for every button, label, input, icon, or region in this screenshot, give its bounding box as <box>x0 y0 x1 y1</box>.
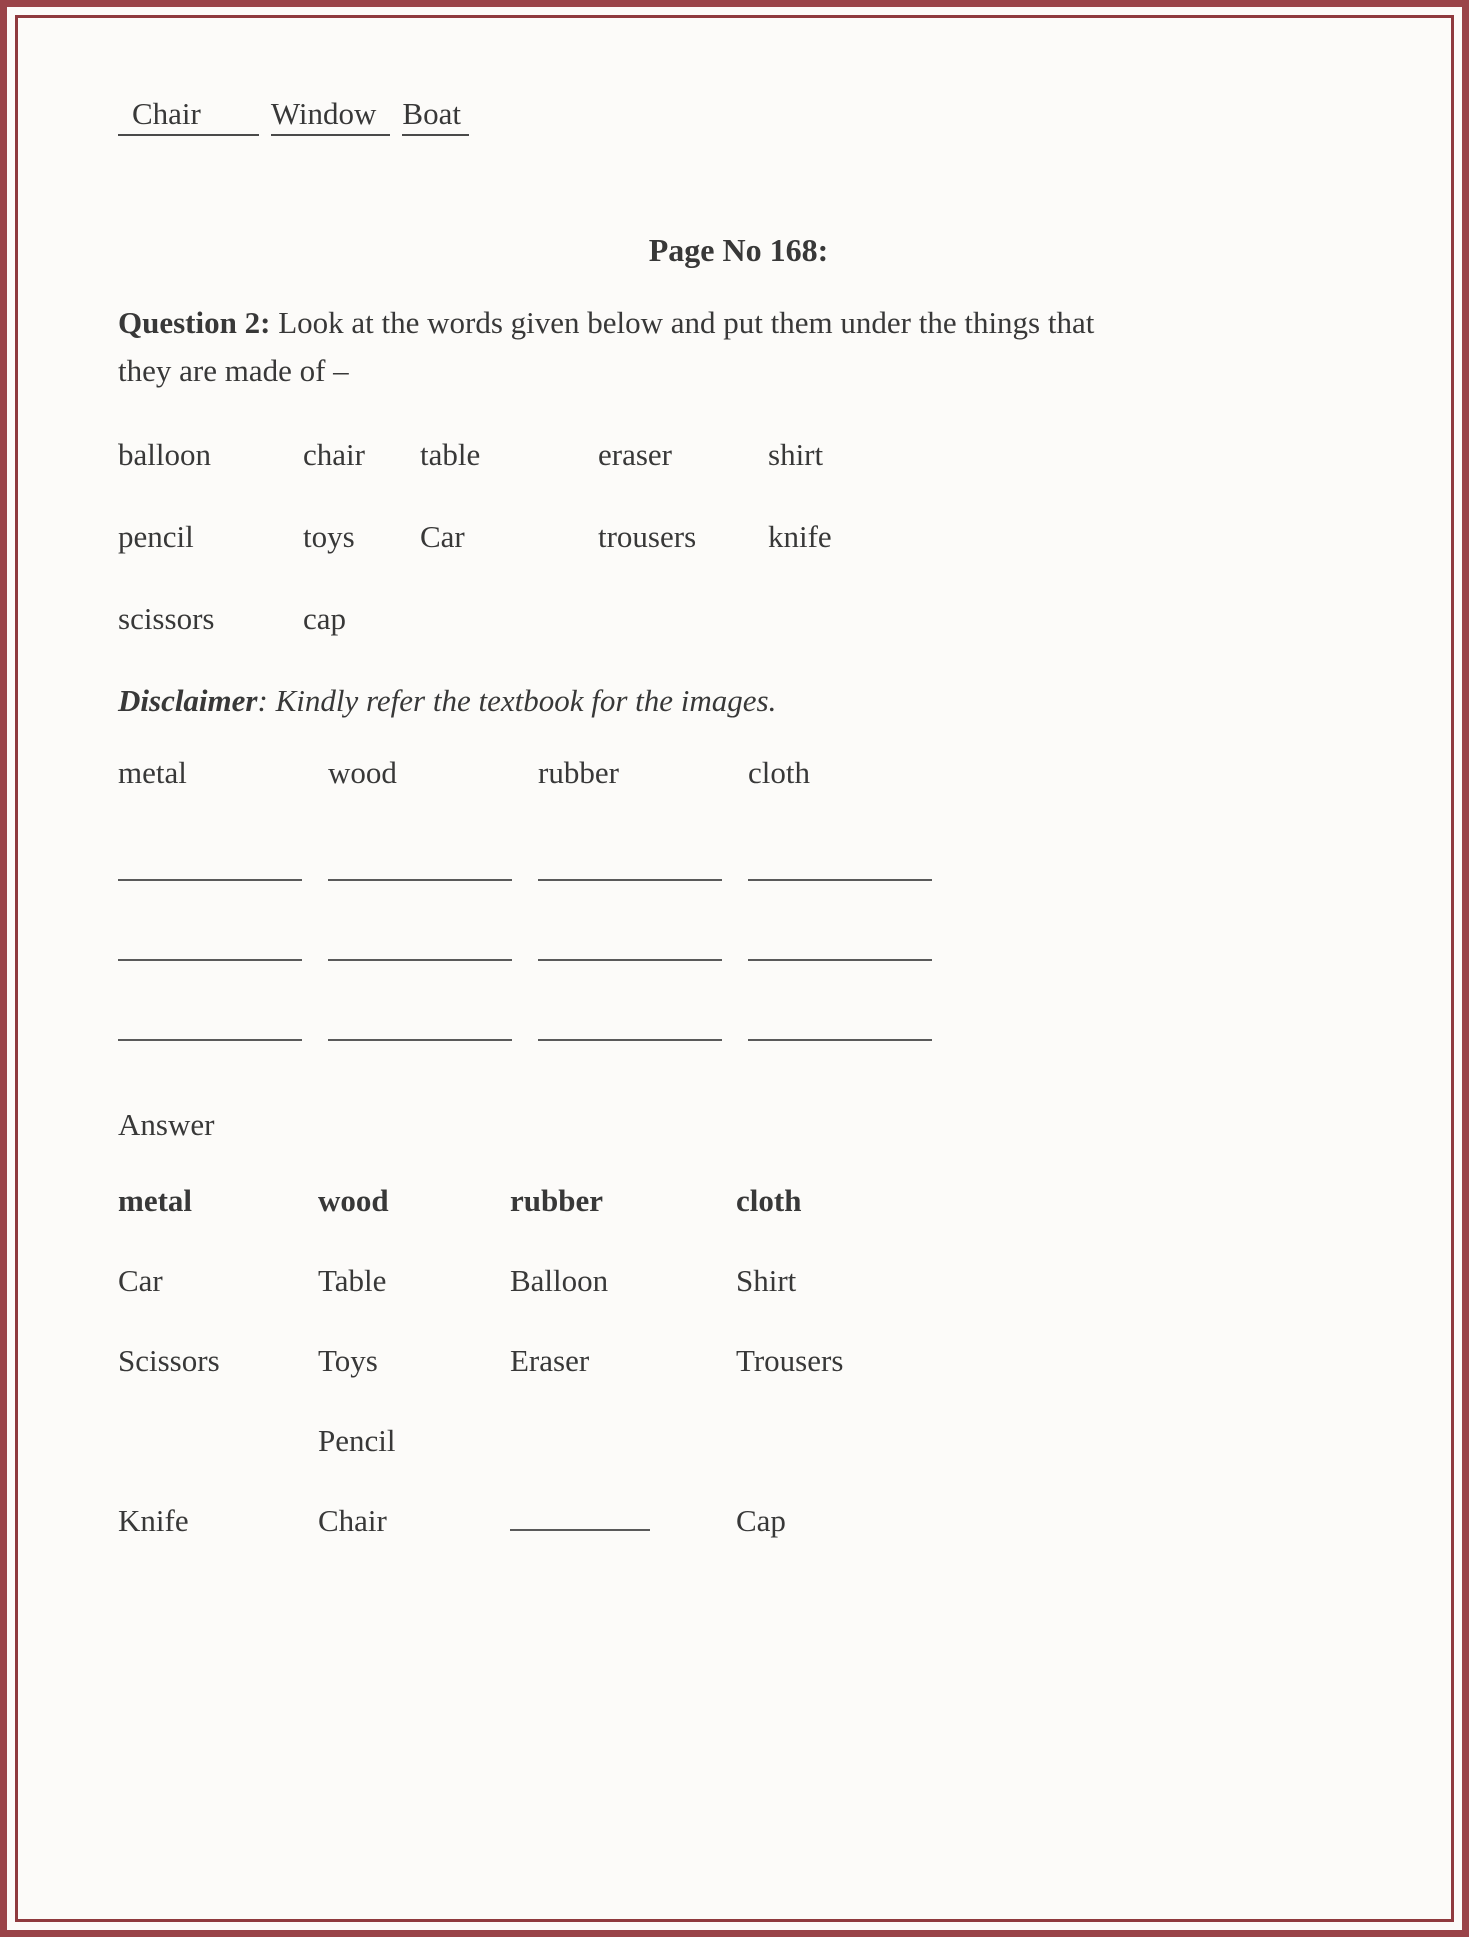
question-body: Look at the words given below and put them under the things that they are made of – <box>118 305 1095 388</box>
answer-cell: Eraser <box>510 1343 590 1378</box>
answer-word-boat: Boat <box>402 96 469 136</box>
answer-header-wood: wood <box>318 1183 389 1218</box>
blank-write-line <box>328 879 512 881</box>
fill-header-wood: wood <box>328 755 397 790</box>
answer-word-window: Window <box>271 96 391 136</box>
word-bank-item: cap <box>303 601 347 636</box>
fill-table-headers <box>118 755 1359 791</box>
fill-header-rubber: rubber <box>538 755 619 790</box>
fill-table-blank-row <box>118 1039 1359 1041</box>
answer-table-row <box>118 1263 1359 1299</box>
answer-cell: Toys <box>318 1343 378 1378</box>
answer-cell-blank <box>510 1503 736 1539</box>
blank-write-line <box>118 879 302 881</box>
answer-cell: Shirt <box>736 1263 797 1298</box>
question-text <box>118 299 1123 395</box>
word-bank-item: scissors <box>118 601 215 636</box>
answer-table-row <box>118 1423 1359 1459</box>
answer-blank-line <box>510 1529 650 1531</box>
word-bank-item: eraser <box>598 437 672 472</box>
answer-cell: Chair <box>318 1503 387 1538</box>
answer-header-cloth: cloth <box>736 1183 802 1218</box>
previous-answer-words <box>118 96 1359 136</box>
disclaimer-note <box>118 683 1359 719</box>
blank-write-line <box>748 959 932 961</box>
fill-header-metal: metal <box>118 755 187 790</box>
blank-write-line <box>538 879 722 881</box>
fill-header-cloth: cloth <box>748 755 810 790</box>
word-bank-item: table <box>420 437 481 472</box>
page-number-heading: Page No 168: <box>648 232 829 268</box>
blank-write-line <box>118 959 302 961</box>
word-bank-row <box>118 601 1359 637</box>
word-bank-item: shirt <box>768 437 824 472</box>
word-bank-item: toys <box>303 519 355 554</box>
answer-cell: Knife <box>118 1503 189 1538</box>
word-bank-item: trousers <box>598 519 697 554</box>
word-bank-item: balloon <box>118 437 211 472</box>
question-label: Question 2: <box>118 305 271 340</box>
answer-table-row <box>118 1343 1359 1379</box>
answer-cell: Table <box>318 1263 387 1298</box>
blank-write-line <box>118 1039 302 1041</box>
fill-table-blank-row <box>118 959 1359 961</box>
disclaimer-body: : Kindly refer the textbook for the images. <box>257 683 777 718</box>
answer-cell: Balloon <box>510 1263 609 1298</box>
word-bank-item: pencil <box>118 519 194 554</box>
answer-cell: Trousers <box>736 1343 844 1378</box>
answer-cell <box>118 1423 318 1459</box>
answer-table-row <box>118 1503 1359 1539</box>
answer-label: Answer <box>118 1107 215 1142</box>
blank-write-line <box>748 879 932 881</box>
answer-word-chair: Chair <box>118 96 259 136</box>
blank-write-line <box>538 1039 722 1041</box>
disclaimer-label: Disclaimer <box>118 683 258 718</box>
answer-header-rubber: rubber <box>510 1183 603 1218</box>
answer-cell: Pencil <box>318 1423 396 1458</box>
word-bank-item: knife <box>768 519 832 554</box>
blank-write-line <box>538 959 722 961</box>
word-bank-row <box>118 519 1359 555</box>
answer-cell: Scissors <box>118 1343 220 1378</box>
word-bank-item: chair <box>303 437 365 472</box>
fill-table-blank-row <box>118 879 1359 881</box>
blank-write-line <box>328 1039 512 1041</box>
answer-table-headers <box>118 1183 1359 1219</box>
word-bank-row <box>118 437 1359 473</box>
answer-cell <box>736 1423 1359 1459</box>
blank-write-line <box>748 1039 932 1041</box>
answer-header-metal: metal <box>118 1183 193 1218</box>
answer-cell <box>510 1423 736 1459</box>
word-bank-item: Car <box>420 519 465 554</box>
answer-cell: Cap <box>736 1503 786 1538</box>
blank-write-line <box>328 959 512 961</box>
answer-cell: Car <box>118 1263 163 1298</box>
